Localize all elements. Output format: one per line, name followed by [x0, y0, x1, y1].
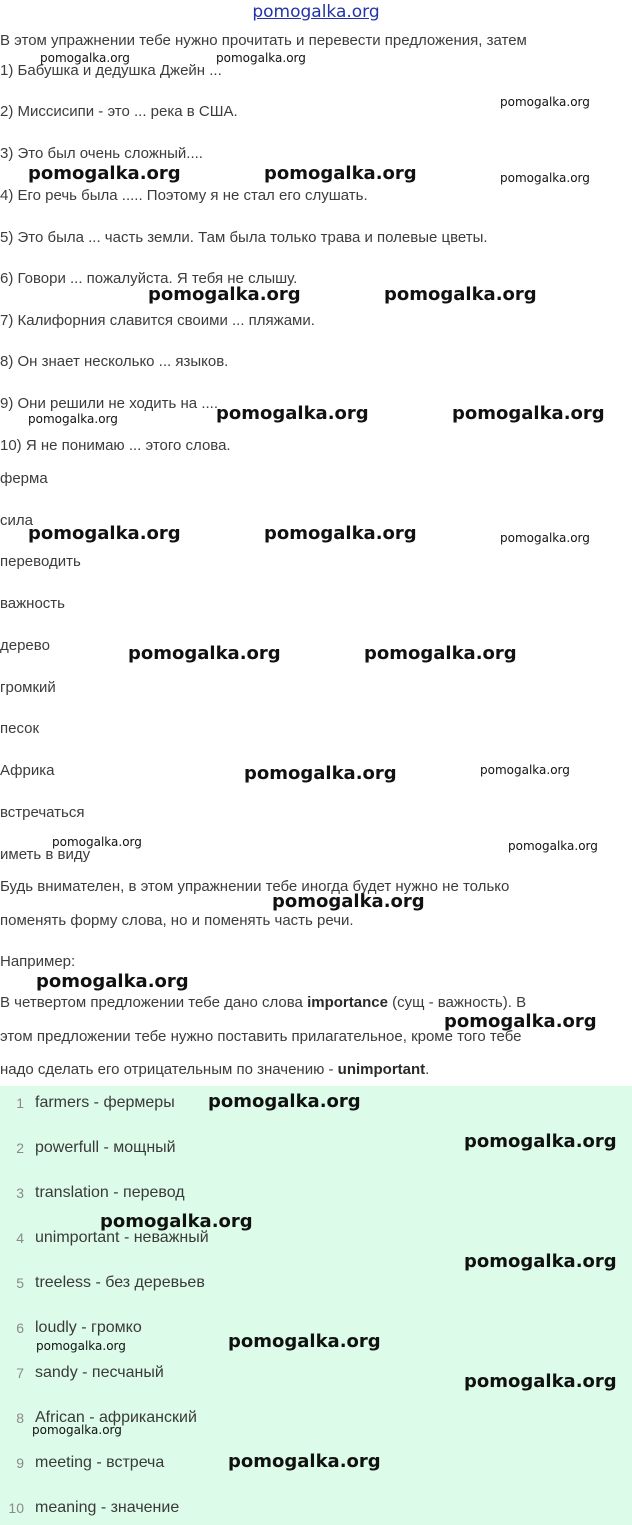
example-term-unimportant: unimportant: [337, 1061, 426, 1078]
watermark: pomogalka.org: [464, 1251, 617, 1272]
site-link[interactable]: pomogalka.org: [252, 2, 380, 22]
intro-text: В этом упражнении тебе нужно прочитать и перевести предложения, затем: [0, 32, 527, 49]
watermark: pomogalka.org: [508, 839, 598, 853]
watermark: pomogalka.org: [28, 523, 181, 544]
watermark: pomogalka.org: [28, 412, 118, 426]
word-8: Африка: [0, 762, 55, 779]
word-4: важность: [0, 595, 65, 612]
watermark: pomogalka.org: [52, 835, 142, 849]
answer-number: 4: [16, 1230, 24, 1246]
watermark: pomogalka.org: [216, 51, 306, 65]
word-6: громкий: [0, 679, 56, 696]
watermark: pomogalka.org: [264, 163, 417, 184]
watermark: pomogalka.org: [40, 51, 130, 65]
watermark: pomogalka.org: [500, 95, 590, 109]
sentence-10: 10) Я не понимаю ... этого слова.: [0, 437, 231, 454]
note-line-2: поменять форму слова, но и поменять часть речи.: [0, 912, 354, 929]
word-10: иметь в виду: [0, 846, 91, 863]
watermark: pomogalka.org: [128, 643, 281, 664]
watermark: pomogalka.org: [28, 163, 181, 184]
watermark: pomogalka.org: [228, 1331, 381, 1352]
answer-text: African - африканский: [35, 1409, 197, 1426]
word-7: песок: [0, 720, 40, 737]
answer-text: unimportant - неважный: [35, 1229, 209, 1246]
answer-number: 6: [16, 1320, 24, 1336]
watermark: pomogalka.org: [480, 763, 570, 777]
word-3: переводить: [0, 553, 81, 570]
watermark: pomogalka.org: [100, 1211, 253, 1232]
word-9: встречаться: [0, 804, 85, 821]
watermark: pomogalka.org: [216, 403, 369, 424]
watermark: pomogalka.org: [264, 523, 417, 544]
watermark: pomogalka.org: [500, 171, 590, 185]
example-line-3: надо сделать его отрицательным по значению - unimportant.: [0, 1061, 430, 1078]
watermark: pomogalka.org: [464, 1371, 617, 1392]
sentence-2: 2) Миссисипи - это ... река в США.: [0, 103, 238, 120]
answer-text: loudly - громко: [35, 1319, 142, 1336]
sentence-6: 6) Говори ... пожалуйста. Я тебя не слышу.: [0, 270, 298, 287]
answer-number: 5: [16, 1275, 24, 1291]
watermark: pomogalka.org: [464, 1131, 617, 1152]
answer-number: 1: [16, 1095, 24, 1111]
answer-number: 8: [16, 1410, 24, 1426]
sentence-4: 4) Его речь была ..... Поэтому я не стал его слушать.: [0, 187, 368, 204]
watermark: pomogalka.org: [228, 1451, 381, 1472]
answer-text: meeting - встреча: [35, 1454, 165, 1471]
answer-text: meaning - значение: [35, 1499, 180, 1516]
word-1: ферма: [0, 470, 48, 487]
answer-text: farmers - фермеры: [35, 1094, 175, 1111]
watermark: pomogalka.org: [364, 643, 517, 664]
watermark: pomogalka.org: [452, 403, 605, 424]
answer-text: translation - перевод: [35, 1184, 185, 1201]
example-line-2: этом предложении тебе нужно поставить прилагательное, кроме того тебе: [0, 1028, 522, 1045]
sentence-5: 5) Это была ... часть земли. Там была только трава и полевые цветы.: [0, 229, 488, 246]
answer-number: 7: [16, 1365, 24, 1381]
sentence-1: 1) Бабушка и дедушка Джейн ...: [0, 62, 222, 79]
answer-number: 10: [8, 1500, 24, 1516]
answer-number: 9: [16, 1455, 24, 1471]
note-line-1: Будь внимателен, в этом упражнении тебе иногда будет нужно не только: [0, 878, 510, 895]
watermark: pomogalka.org: [36, 1339, 126, 1353]
word-2: сила: [0, 512, 33, 529]
watermark: pomogalka.org: [32, 1423, 122, 1437]
sentence-3: 3) Это был очень сложный....: [0, 145, 203, 162]
answer-text: powerfull - мощный: [35, 1139, 176, 1156]
watermark: pomogalka.org: [36, 971, 189, 992]
example-line-1: В четвертом предложении тебе дано слова importance (сущ - важность). В: [0, 994, 527, 1011]
example-term-importance: importance: [307, 994, 388, 1011]
answer-number: 3: [16, 1185, 24, 1201]
watermark: pomogalka.org: [272, 891, 425, 912]
sentence-9: 9) Они решили не ходить на ....: [0, 395, 218, 412]
answer-text: sandy - песчаный: [35, 1364, 164, 1381]
word-5: дерево: [0, 637, 50, 654]
watermark: pomogalka.org: [384, 284, 537, 305]
watermark: pomogalka.org: [148, 284, 301, 305]
watermark: pomogalka.org: [244, 763, 397, 784]
answer-text: treeless - без деревьев: [35, 1274, 205, 1291]
watermark: pomogalka.org: [500, 531, 590, 545]
example-heading: Например:: [0, 953, 76, 970]
sentence-7: 7) Калифорния славится своими ... пляжами.: [0, 312, 315, 329]
sentence-8: 8) Он знает несколько ... языков.: [0, 353, 229, 370]
answer-number: 2: [16, 1140, 24, 1156]
watermark: pomogalka.org: [444, 1011, 597, 1032]
watermark: pomogalka.org: [208, 1091, 361, 1112]
